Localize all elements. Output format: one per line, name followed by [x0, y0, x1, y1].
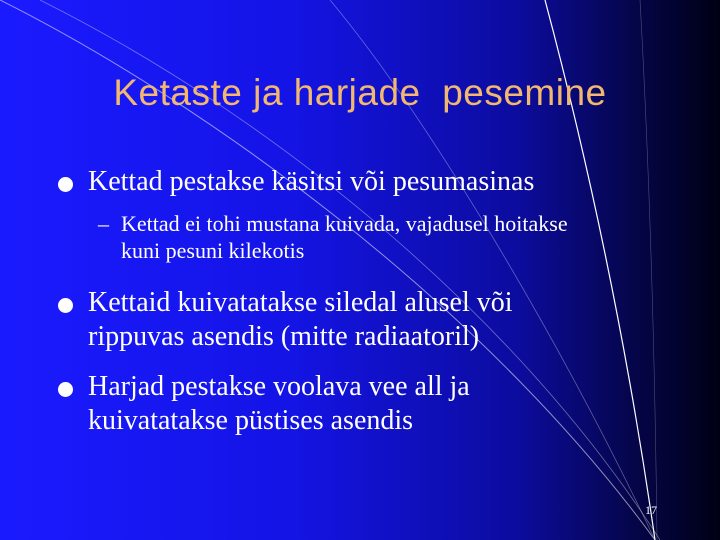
- sub-bullet-text: Kettad ei tohi mustana kuivada, vajadusel hoitakse kuni pesuni kilekotis: [121, 211, 568, 263]
- bullet-dot-icon: [58, 382, 73, 397]
- bullet-item: [58, 286, 558, 354]
- bullet-dot-icon: [58, 298, 73, 313]
- slide-title: Ketaste ja harjade pesemine: [113, 72, 607, 113]
- bullet-text: Kettaid kuivatatakse siledal alusel või rippuvas asendis (mitte radiaatoril): [88, 287, 513, 352]
- bullet-text: Kettad pestakse käsitsi või pesumasinas: [88, 166, 535, 197]
- bullet-item: [58, 165, 534, 199]
- page-number: 17: [645, 503, 657, 517]
- sub-bullet-dash: –: [98, 211, 109, 236]
- bullet-dot-icon: [58, 177, 73, 192]
- sub-bullet-item: [98, 210, 601, 264]
- bullet-text: Harjad pestakse voolava vee all ja kuivatatakse püstises asendis: [88, 371, 470, 436]
- bullet-item: [58, 370, 558, 438]
